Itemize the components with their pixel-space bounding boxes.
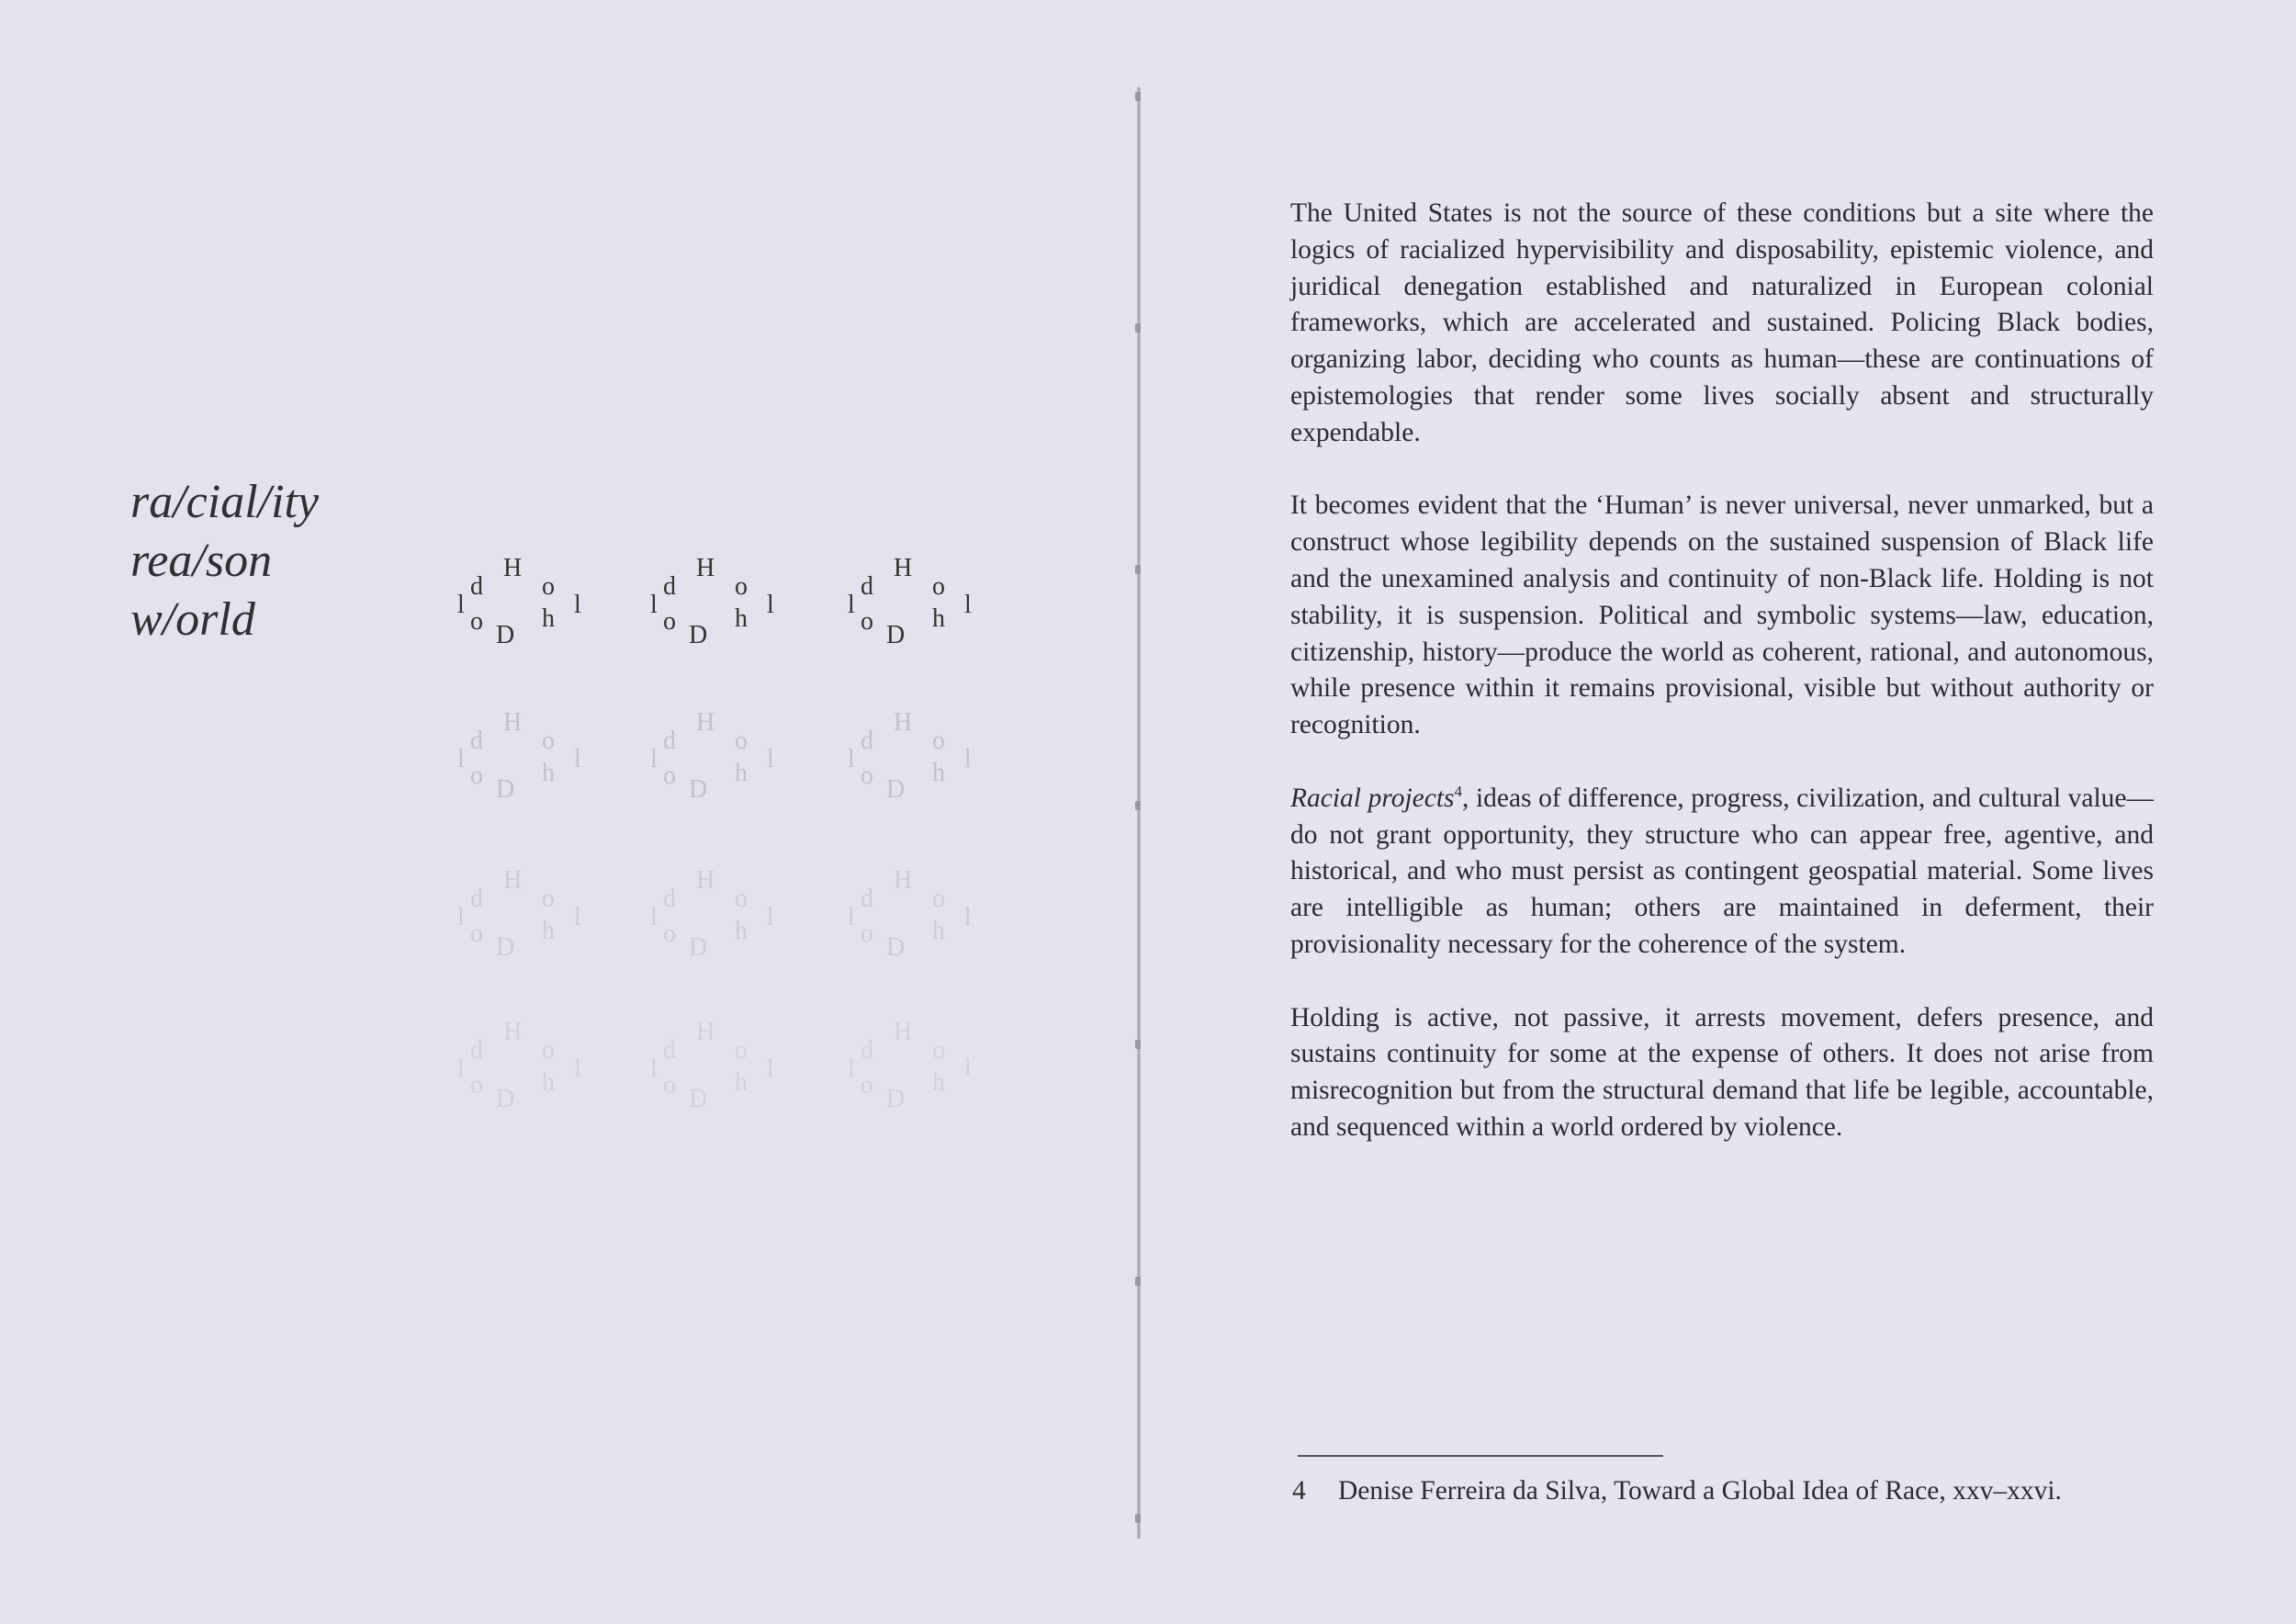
glyph: o <box>932 727 945 755</box>
glyph: d <box>861 727 873 755</box>
glyph: l <box>650 591 658 619</box>
paragraph <box>1290 781 2154 964</box>
glyph: l <box>767 903 774 931</box>
glyph: o <box>470 919 483 948</box>
glyph: d <box>470 572 483 601</box>
glyph: h <box>932 759 945 787</box>
glyph: D <box>886 1085 906 1113</box>
glyph: h <box>735 604 748 633</box>
glyph-cluster <box>840 551 1015 652</box>
glyph-cluster <box>643 863 817 964</box>
glyph: l <box>767 1054 774 1083</box>
glyph: o <box>735 727 748 755</box>
glyph-row <box>450 705 1001 806</box>
glyph: l <box>964 591 972 619</box>
glyph: l <box>457 1054 465 1083</box>
body-text <box>1290 196 2154 1183</box>
glyph: l <box>457 591 465 619</box>
glyph-cluster <box>840 705 1015 806</box>
glyph: o <box>470 1071 483 1100</box>
glyph: o <box>735 1036 748 1065</box>
glyph: h <box>542 1068 555 1097</box>
glyph: l <box>457 903 465 931</box>
glyph: h <box>735 1068 748 1097</box>
title-line: rea/son <box>130 535 273 587</box>
paragraph: Holding is active, not passive, it arrests movement, defers presence, and sustains continuity for some at the expense of others. It does not arise from misrecognition but from the structural demand that life be legible, accountable, and sequenced within a world ordered by violence. <box>1290 1002 2154 1142</box>
glyph: h <box>542 759 555 787</box>
glyph: o <box>663 607 676 636</box>
glyph: h <box>932 1068 945 1097</box>
glyph: l <box>650 745 658 773</box>
glyph: o <box>542 1036 555 1065</box>
glyph: H <box>894 554 913 582</box>
glyph: D <box>886 775 906 804</box>
glyph: o <box>932 885 945 913</box>
glyph: l <box>650 1054 658 1083</box>
glyph: d <box>663 572 676 601</box>
glyph: h <box>542 604 555 633</box>
glyph-row <box>450 863 1001 964</box>
glyph: H <box>894 866 913 895</box>
glyph-cluster <box>450 1015 625 1116</box>
footnote-reference[interactable]: 4 <box>1454 782 1463 800</box>
glyph-cluster <box>643 551 817 652</box>
footnote-text: Denise Ferreira da Silva, Toward a Global Idea of Race, xxv–xxvi. <box>1338 1476 2062 1506</box>
glyph: l <box>574 903 581 931</box>
glyph-cluster <box>450 551 625 652</box>
glyph: l <box>574 745 581 773</box>
glyph: o <box>735 885 748 913</box>
glyph: D <box>496 933 515 962</box>
glyph: d <box>861 1036 873 1065</box>
glyph: o <box>663 919 676 948</box>
glyph: o <box>932 572 945 601</box>
glyph: l <box>574 591 581 619</box>
footnote-divider <box>1298 1455 1663 1457</box>
glyph: d <box>861 885 873 913</box>
glyph: l <box>848 903 855 931</box>
glyph: o <box>861 607 873 636</box>
glyph-cluster <box>643 1015 817 1116</box>
glyph: o <box>861 919 873 948</box>
glyph-cluster <box>840 1015 1015 1116</box>
glyph: D <box>496 775 515 804</box>
glyph: H <box>503 708 523 737</box>
glyph: l <box>574 1054 581 1083</box>
glyph: D <box>689 1085 708 1113</box>
left-page <box>0 0 1137 1624</box>
glyph: D <box>689 621 708 649</box>
glyph: H <box>894 1018 913 1046</box>
glyph: d <box>663 1036 676 1065</box>
glyph: d <box>470 885 483 913</box>
glyph: l <box>767 591 774 619</box>
glyph: l <box>848 1054 855 1083</box>
paragraph-text: , ideas of difference, progress, civilization, and cultural value—do not grant opportunity, they structure who can appear free, agentive, and historical, and who must persist as contingent geospatial material. Some lives are intelligible as human; others are maintained in deferment, their provisionality necessary for the coherence of the system. <box>1290 783 2155 959</box>
glyph: o <box>735 572 748 601</box>
glyph: D <box>496 621 515 649</box>
glyph: o <box>663 761 676 790</box>
glyph: o <box>470 607 483 636</box>
glyph: l <box>964 1054 972 1083</box>
glyph: h <box>735 917 748 945</box>
glyph: h <box>932 917 945 945</box>
glyph: o <box>542 727 555 755</box>
glyph: H <box>696 708 715 737</box>
glyph: D <box>886 621 906 649</box>
glyph: d <box>861 572 873 601</box>
title-line: w/orld <box>130 593 255 646</box>
glyph: d <box>470 727 483 755</box>
glyph: o <box>470 761 483 790</box>
glyph: l <box>848 591 855 619</box>
glyph: l <box>767 745 774 773</box>
glyph-cluster <box>643 705 817 806</box>
glyph-cluster <box>450 705 625 806</box>
glyph: H <box>696 554 715 582</box>
glyph: D <box>496 1085 515 1113</box>
glyph: l <box>457 745 465 773</box>
glyph: o <box>861 1071 873 1100</box>
glyph-row <box>450 551 1001 652</box>
glyph: D <box>689 933 708 962</box>
glyph: o <box>861 761 873 790</box>
glyph: h <box>735 759 748 787</box>
glyph: l <box>964 745 972 773</box>
glyph: o <box>542 885 555 913</box>
glyph: o <box>542 572 555 601</box>
glyph-cluster <box>840 863 1015 964</box>
glyph: d <box>663 727 676 755</box>
glyph: D <box>689 775 708 804</box>
glyph: H <box>696 1018 715 1046</box>
glyph: o <box>932 1036 945 1065</box>
glyph-cluster <box>450 863 625 964</box>
paragraph: The United States is not the source of these conditions but a site where the logics of racialized hypervisibility and disposability, epistemic violence, and juridical denegation established and naturalized in European colonial frameworks, which are accelerated and sustained. Policing Black bodies, organizing labor, deciding who counts as human—these are continuations of epistemologies that render some lives socially absent and structurally expendable. <box>1290 198 2154 447</box>
footnote <box>1292 1473 2155 1508</box>
glyph: l <box>650 903 658 931</box>
italic-term: Racial projects <box>1290 783 1455 813</box>
glyph: H <box>696 866 715 895</box>
glyph: h <box>932 604 945 633</box>
glyph: o <box>663 1071 676 1100</box>
paragraph: It becomes evident that the ‘Human’ is never universal, never unmarked, but a construct whose legibility depends on the sustained suspension of Black life and the unexamined analysis and continuity of non-Black life. Holding is not stability, it is suspension. Political and symbolic systems—law, education, citizenship, history—produce the world as coherent, rational, and autonomous, while presence within it remains provisional, visible but without authority or recognition. <box>1290 491 2154 740</box>
glyph: l <box>964 903 972 931</box>
glyph: H <box>503 554 523 582</box>
glyph-row <box>450 1015 1001 1116</box>
poem-title <box>130 473 319 649</box>
glyph: h <box>542 917 555 945</box>
glyph: H <box>894 708 913 737</box>
glyph: l <box>848 745 855 773</box>
glyph: H <box>503 1018 523 1046</box>
glyph: d <box>470 1036 483 1065</box>
glyph: D <box>886 933 906 962</box>
scattered-glyph-pattern <box>450 551 1001 1121</box>
footnote-number: 4 <box>1292 1476 1306 1506</box>
glyph: d <box>663 885 676 913</box>
glyph: H <box>503 866 523 895</box>
title-line: ra/cial/ity <box>130 476 320 528</box>
